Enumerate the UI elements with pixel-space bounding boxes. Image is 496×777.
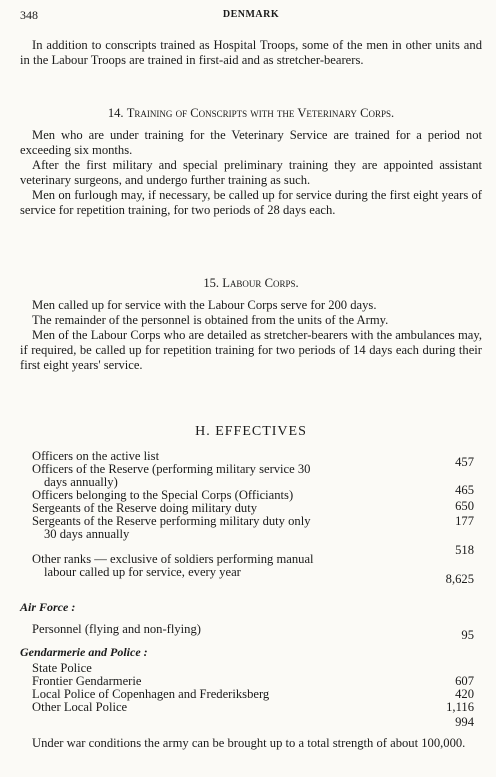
table-row: Sergeants of the Reserve doing military duty 177 xyxy=(32,501,474,528)
effectives-heading: H. EFFECTIVES xyxy=(195,424,307,439)
section-14-heading: 14. Training of Conscripts with the Veterinary Corps. xyxy=(107,106,395,120)
intro-paragraph: In addition to conscripts trained as Hospital Troops, some of the men in other units and in the Labour Troops are trained in first-aid and as stretcher-bearers. xyxy=(20,38,482,67)
section-15-body xyxy=(20,298,482,373)
table-row: Officers belonging to the Special Corps (Officiants) 650 xyxy=(32,488,474,513)
running-head: DENMARK xyxy=(222,9,280,20)
gendarmerie-heading: Gendarmerie and Police : xyxy=(20,645,148,659)
paragraph: Men on furlough may, if necessary, be called up for service during the first eight years of service for repetition training, for two periods of 28 days each. xyxy=(20,188,482,217)
paragraph: Men called up for service with the Labour Corps serve for 200 days. xyxy=(32,298,377,312)
table-row: Local Police of Copenhagen and Frederiksberg 420 xyxy=(32,687,474,701)
table-row: Sergeants of the Reserve performing military duty only 30 days annually 518 xyxy=(32,514,474,557)
paragraph: After the first military and special preliminary training they are appointed assistant veterinary surgeons, and undergo further training as such. xyxy=(20,158,482,187)
section-15-heading: 15. Labour Corps. xyxy=(203,276,299,290)
section-14-body xyxy=(20,128,482,218)
table-row: Other Local Police 1,116 xyxy=(32,700,474,714)
page-header xyxy=(20,8,482,24)
page-number: 348 xyxy=(20,8,38,22)
paragraph: Men of the Labour Corps who are detailed as stretcher-bearers with the ambulances may, if required, be called up for repetition training for two periods of 14 days each during their first eight years' service. xyxy=(20,328,482,372)
table-row: Frontier Gendarmerie 607 xyxy=(32,674,474,688)
closing-paragraph: Under war conditions the army can be brought up to a total strength of about 100,000. xyxy=(32,736,466,750)
table-row: Officers on the active list 457 xyxy=(32,449,474,469)
paragraph: The remainder of the personnel is obtained from the units of the Army. xyxy=(32,313,389,327)
table-row: Personnel (flying and non-flying) 95 xyxy=(32,622,474,642)
table-row: Other ranks — exclusive of soldiers performing manual labour called up for service, every year 8,625 xyxy=(32,552,474,586)
table-row: State Police xyxy=(32,661,92,675)
air-force-heading: Air Force : xyxy=(20,600,76,614)
paragraph: Men who are under training for the Veterinary Service are trained for a period not exceeding six months. xyxy=(20,128,482,157)
table-row: 994 xyxy=(455,715,474,729)
table-row: Officers of the Reserve (performing military service 30 days annually) 465 xyxy=(32,462,474,497)
